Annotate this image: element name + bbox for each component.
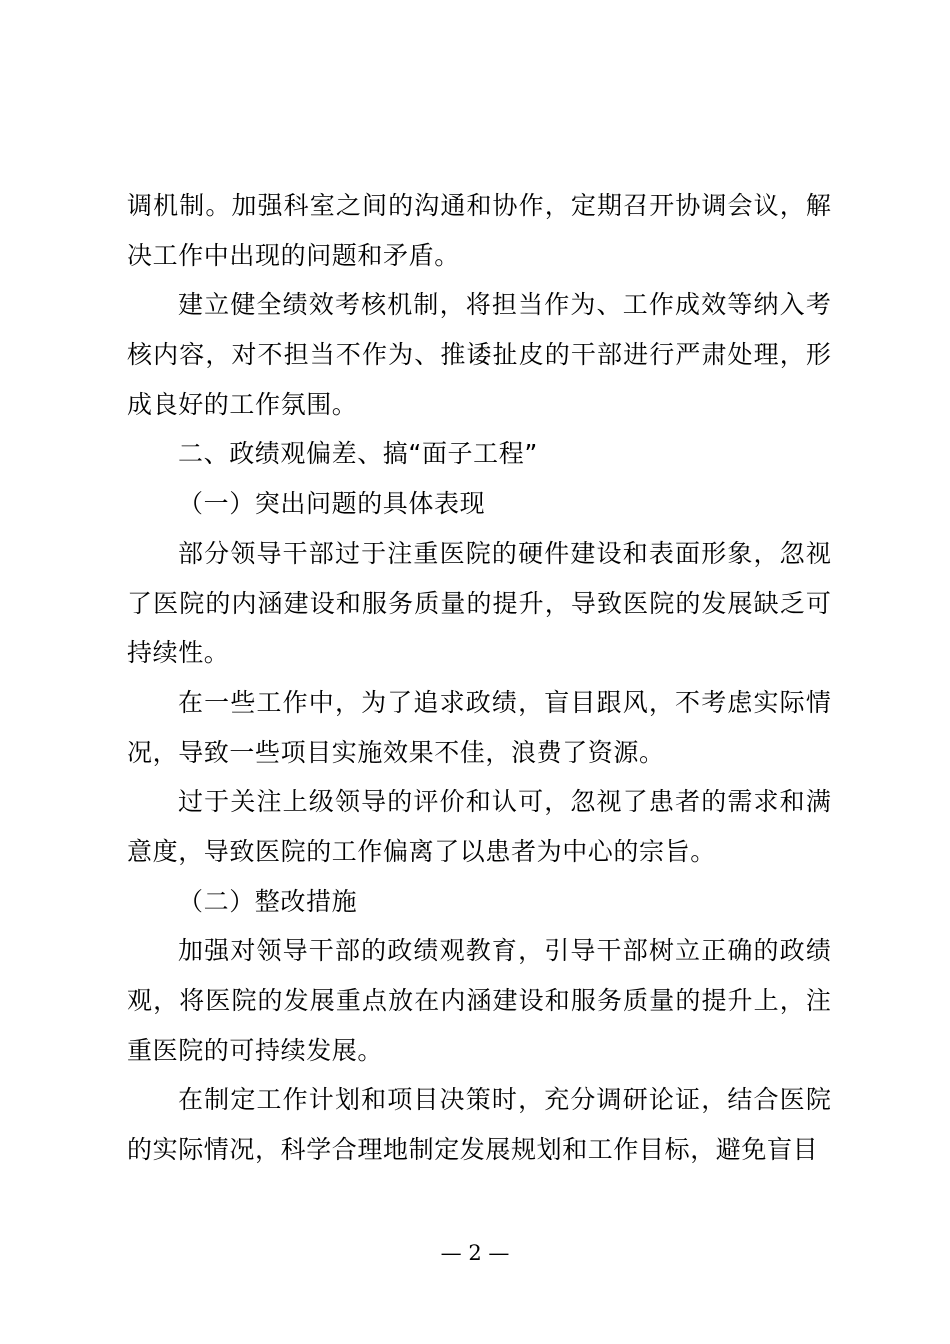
text-line: （一）突出问题的具体表现: [178, 489, 486, 519]
text-line: 建立健全绩效考核机制，将担当作为、工作成效等纳入考: [178, 290, 832, 320]
text-line: 加强对领导干部的政绩观教育，引导干部树立正确的政绩: [178, 936, 832, 966]
paragraph: [127, 479, 832, 529]
text-line: 了医院的内涵建设和服务质量的提升，导致医院的发展缺乏可: [127, 588, 832, 618]
text-line: 意度，导致医院的工作偏离了以患者为中心的宗旨。: [127, 836, 716, 866]
text-line: 核内容，对不担当不作为、推诿扯皮的干部进行严肃处理，形: [127, 340, 832, 370]
text-line: 在一些工作中，为了追求政绩，盲目跟风，不考虑实际情: [178, 687, 832, 717]
text-line: 在制定工作计划和项目决策时，充分调研论证，结合医院: [178, 1085, 832, 1115]
paragraph: [127, 1075, 832, 1174]
body-text: [127, 181, 832, 1175]
text-line: 成良好的工作氛围。: [127, 389, 358, 419]
text-line: 的实际情况，科学合理地制定发展规划和工作目标，避免盲目: [127, 1135, 819, 1165]
text-line: 重医院的可持续发展。: [127, 1035, 384, 1065]
paragraph: [127, 926, 832, 1075]
text-line: 况，导致一些项目实施效果不佳，浪费了资源。: [127, 737, 665, 767]
text-line: 过于关注上级领导的评价和认可，忽视了患者的需求和满: [178, 787, 832, 817]
paragraph: [127, 529, 832, 678]
text-line: 部分领导干部过于注重医院的硬件建设和表面形象，忽视: [178, 538, 832, 568]
page-number: — 2 —: [440, 1241, 510, 1265]
paragraph: [127, 777, 832, 876]
paragraph: [127, 678, 832, 777]
text-line: 决工作中出现的问题和矛盾。: [127, 240, 460, 270]
text-line: 二、政绩观偏差、搞“面子工程”: [178, 439, 538, 469]
paragraph: [127, 429, 832, 479]
paragraph: [127, 877, 832, 927]
text-line: 调机制。加强科室之间的沟通和协作，定期召开协调会议，解: [127, 191, 832, 220]
paragraph: [127, 280, 832, 429]
text-line: 观，将医院的发展重点放在内涵建设和服务质量的提升上，注: [127, 986, 832, 1015]
paragraph: [127, 181, 832, 280]
text-line: （二）整改措施: [178, 886, 358, 916]
text-line: 持续性。: [127, 638, 230, 668]
